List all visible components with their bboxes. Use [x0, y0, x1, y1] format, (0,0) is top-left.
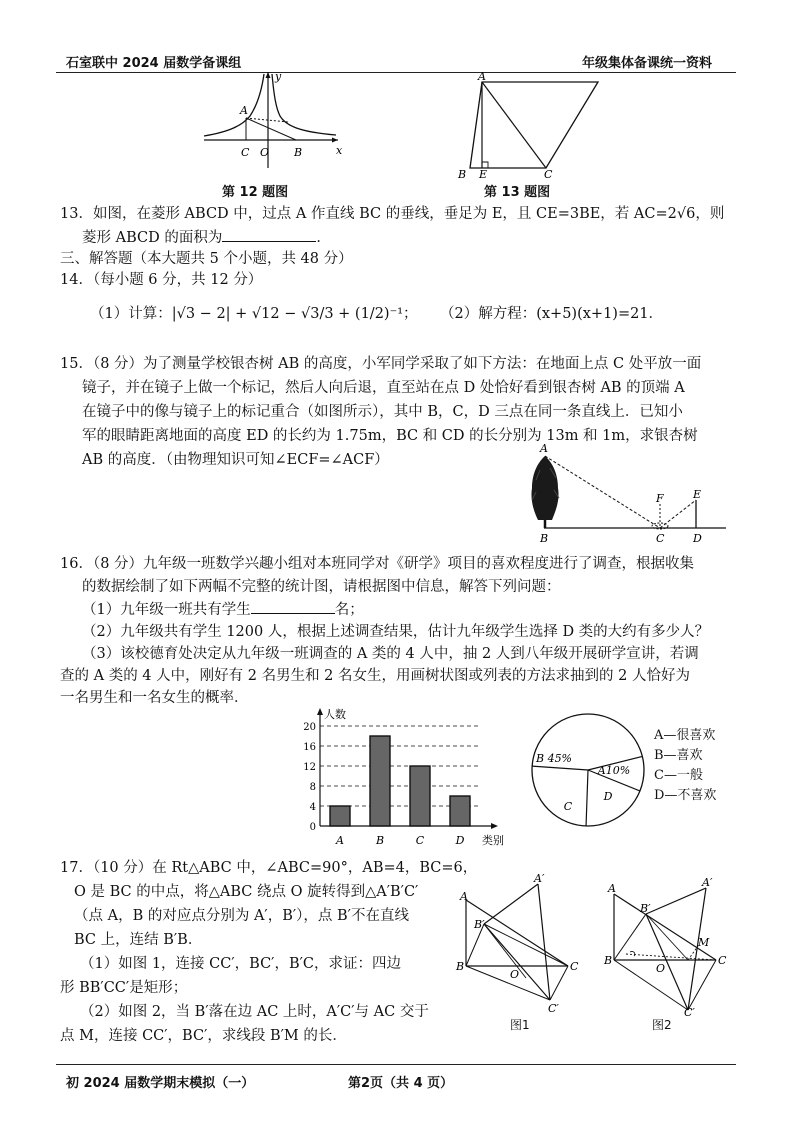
q17-line5: （1）如图 1，连接 CC′，BC′，B′C，求证：四边 [80, 956, 402, 972]
q16-line7: 一名男生和一名女生的概率． [60, 690, 249, 706]
pie-legend-d: D—不喜欢 [654, 788, 717, 803]
bar-chart-ytick: 12 [303, 762, 316, 773]
bar-chart-bar-A [330, 806, 350, 826]
pie-chart [528, 710, 648, 830]
bar-chart-ytick: 20 [303, 722, 316, 733]
bar-chart-bar-D [450, 796, 470, 826]
q16-line2: 的数据绘制了如下两幅不完整的统计图，请根据图中信息，解答下列问题： [82, 579, 561, 595]
q17-line8: 点 M，连接 CC′，BC′，求线段 B′M 的长． [60, 1028, 347, 1044]
bar-chart [296, 706, 514, 852]
footer-page: 第2页（共 4 页） [348, 1076, 454, 1091]
figure-15 [526, 440, 730, 550]
header-right: 年级集体备课统一资料 [582, 56, 713, 71]
figure-17-1 [454, 870, 584, 1016]
fig17-2-label-a1: A′ [702, 876, 713, 889]
fig17-1-label-b: B [456, 960, 465, 973]
bar-chart-xtick: B [375, 834, 385, 847]
pie-legend-c: C—一般 [654, 768, 703, 783]
pie-slice-label-C: C [563, 800, 573, 813]
q13-answer-blank [222, 227, 316, 242]
q15-line1: 15．（8 分）为了测量学校银杏树 AB 的高度，小军同学采取了如下方法：在地面上点 C 处平放一面 [60, 356, 702, 372]
figure-12 [190, 68, 350, 170]
bar-chart-ytick: 4 [309, 802, 316, 813]
fig12-label-a: A [240, 104, 248, 117]
fig17-2-label-c1: C′ [684, 1006, 695, 1016]
bar-chart-bar-C [410, 766, 430, 826]
bar-chart-ytick: 8 [309, 782, 316, 793]
q17-line2: O 是 BC 的中点，将△ABC 绕点 O 旋转得到△A′B′C′ [74, 884, 419, 900]
fig17-2-label-b: B [604, 954, 613, 967]
footer-left: 初 2024 届数学期末模拟（一） [66, 1076, 255, 1091]
pie-slice-label-B: B 45% [535, 752, 573, 765]
fig12-label-x: x [336, 144, 343, 157]
fig17-1-label-c: C [570, 960, 579, 973]
q15-line4: 军的眼睛距离地面的高度 ED 的长约为 1.75m，BC 和 CD 的长分别为 13m 和 1m，求银杏树 [82, 428, 698, 444]
tree-icon [531, 456, 559, 528]
q14-head: 14．（每小题 6 分，共 12 分） [60, 272, 263, 288]
fig15-label-f: F [656, 492, 664, 505]
fig17-1-label-b1: B′ [474, 918, 485, 931]
pie-slice-label-D: D [603, 790, 613, 803]
q16-part1: （1）九年级一班共有学生 [82, 602, 251, 618]
header-rule [56, 72, 736, 73]
q15-line5: AB 的高度．（由物理知识可知∠ECF=∠ACF） [82, 452, 389, 468]
fig17-2-label-o: O [656, 962, 666, 975]
fig12-label-b: B [294, 146, 303, 159]
fig17-1-caption: 图1 [510, 1018, 530, 1032]
q13-line2-wrap: 菱形 ABCD 的面积为 ． [82, 227, 331, 248]
q16-answer-blank [251, 599, 335, 614]
pie-slice-divider [532, 766, 588, 770]
pie-slice-label-A: A10% [597, 764, 631, 777]
q16-line1: 16．（8 分）九年级一班数学兴趣小组对本班同学对《研学》项目的喜欢程度进行了调查，根据收集 [60, 556, 695, 572]
fig15-label-e: E [693, 488, 702, 501]
footer-rule [56, 1064, 736, 1065]
fig17-2-label-b1: B′ [640, 902, 651, 915]
fig13-label-c: C [544, 168, 553, 178]
fig17-2-label-c: C [718, 954, 727, 967]
q17-line7: （2）如图 2，当 B′落在边 AC 上时，A′C′与 AC 交于 [80, 1004, 429, 1020]
fig17-1-label-a: A [460, 890, 468, 903]
bar-chart-xtick: C [415, 834, 425, 847]
fig15-label-d: D [693, 532, 702, 545]
q15-line3: 在镜子中的像与镜子上的标记重合（如图所示），其中 B，C，D 三点在同一条直线上．已知小 [82, 404, 683, 420]
fig15-label-b: B [540, 532, 549, 545]
q17-line3: （点 A，B 的对应点分别为 A′，B′），点 B′不在直线 [74, 908, 409, 924]
fig13-label-a: A [478, 70, 486, 83]
q17-line6: 形 BB′CC′是矩形； [60, 980, 188, 996]
fig17-1-label-c1: C′ [548, 1002, 559, 1015]
fig12-label-c: C [241, 146, 250, 159]
q16-line4: （2）九年级共有学生 1200 人，根据上述调查结果，估计九年级学生选择 D 类的大约有多少人？ [82, 624, 710, 640]
fig17-1-label-o: O [510, 968, 520, 981]
fig13-label-b: B [458, 168, 467, 178]
fig13-label-e: E [479, 168, 488, 178]
bar-chart-xtick: A [336, 834, 344, 847]
pie-legend [654, 726, 716, 806]
q15-line2: 镜子，并在镜子上做一个标记，然后人向后退，直至站在点 D 处恰好看到银杏树 AB 的顶端 A [82, 380, 685, 396]
figure-17-2 [602, 870, 732, 1016]
pie-legend-b: B—喜欢 [654, 748, 703, 763]
bar-chart-ylabel: 人数 [324, 708, 346, 721]
fig15-label-c: C [656, 532, 665, 545]
q14-part2: （2）解方程：(x+5)(x+1)=21． [440, 306, 664, 322]
pie-slice-divider [586, 770, 588, 826]
q16-line5: （3）该校德育处决定从九年级一班调查的 A 类的 4 人中，抽 2 人到八年级开展研学宣讲，若调 [82, 646, 699, 662]
fig17-2-label-a: A [608, 882, 616, 895]
bar-chart-bar-B [370, 736, 390, 826]
fig17-2-label-m: M [698, 936, 710, 949]
header-left: 石室联中 2024 届数学备课组 [66, 56, 242, 71]
figure-13 [448, 70, 606, 178]
q17-line4: BC 上，连结 B′B． [74, 932, 203, 948]
fig17-2-caption: 图2 [652, 1018, 672, 1032]
bar-chart-y-arrow [317, 708, 323, 715]
q14-part1: （1）计算：|√3 − 2| + √12 − √3/3 + (1/2)⁻¹； [90, 306, 418, 322]
bar-chart-x-arrow [491, 823, 498, 829]
fig12-label-o: O [260, 146, 270, 159]
q16-part1-suffix: 名； [334, 602, 364, 618]
bar-chart-xtick: D [455, 834, 465, 847]
bar-chart-ytick: 16 [303, 742, 316, 753]
fig12-label-y: y [275, 70, 282, 83]
q13-line1: 13．如图，在菱形 ABCD 中，过点 A 作直线 BC 的垂线，垂足为 E，且 CE=3BE，若 AC=2√6，则 [60, 206, 725, 222]
q16-line3-wrap [82, 599, 364, 620]
pie-legend-a: A—很喜欢 [654, 728, 716, 743]
bar-chart-ytick: 0 [309, 822, 316, 833]
fig13-caption: 第 13 题图 [484, 185, 551, 200]
fig17-1-label-a1: A′ [534, 872, 545, 885]
fig15-label-a: A [540, 442, 548, 455]
q17-line1: 17．（10 分）在 Rt△ABC 中，∠ABC=90°，AB=4，BC=6， [60, 860, 478, 876]
q13-line2: 菱形 ABCD 的面积为 [82, 230, 223, 246]
bar-chart-xlabel: 类别 [482, 834, 504, 847]
q16-line6: 查的 A 类的 4 人中，刚好有 2 名男生和 2 名女生，用画树状图或列表的方法求抽到的 2 人恰好为 [60, 668, 690, 684]
fig12-caption: 第 12 题图 [222, 185, 289, 200]
section-3-title: 三、解答题（本大题共 5 个小题，共 48 分） [60, 251, 353, 267]
